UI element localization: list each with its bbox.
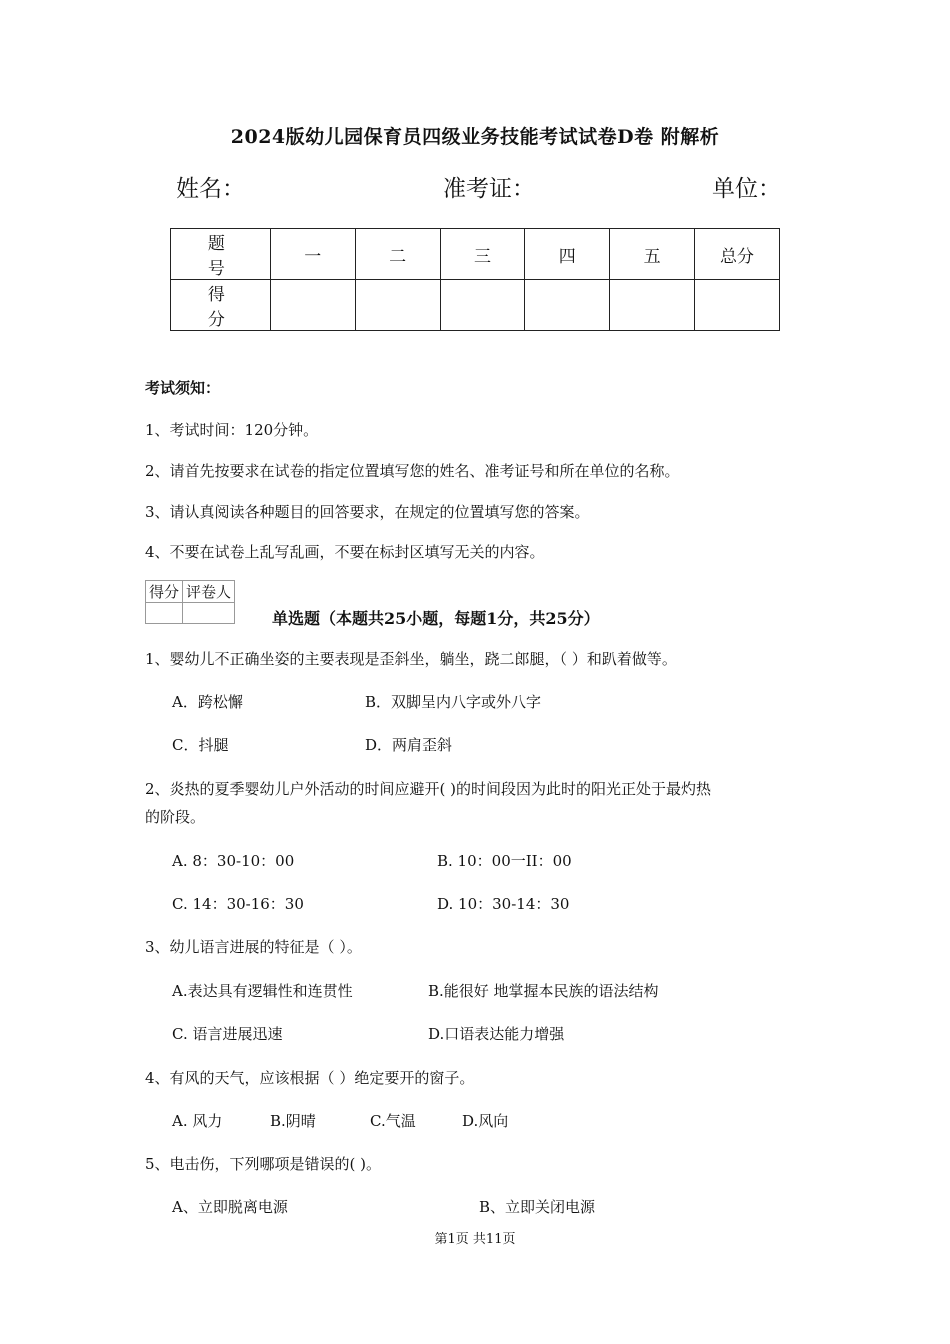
score-table-score-row [171,280,780,331]
question-1-option-b: B．双脚呈内八字或外八字 [365,693,542,711]
question-2-stem: 2、炎热的夏季婴幼儿户外活动的时间应避开( )的时间段因为此时的阳光正处于最灼热 [145,780,712,798]
question-2-option-c: C. 14：30-16：30 [172,895,304,913]
question-1-stem: 1、婴幼儿不正确坐姿的主要表现是歪斜坐，躺坐，跷二郎腿，（ ）和趴着做等。 [145,650,677,668]
grader-reviewer-label: 评卷人 [183,581,235,603]
score-cell[interactable] [440,280,525,331]
exam-id-field-label: 准考证： [443,176,535,202]
score-cell[interactable] [695,280,780,331]
notice-heading: 考试须知： [145,379,221,397]
column-header: 四 [525,229,610,280]
question-3-option-c: C. 语言进展迅速 [172,1025,283,1043]
question-1-option-a: A．跨松懈 [172,693,243,711]
question-3-option-d: D.口语表达能力增强 [428,1025,565,1043]
score-cell[interactable] [525,280,610,331]
page-title: 2024版幼儿园保育员四级业务技能考试试卷D卷 附解析 [230,126,720,148]
notice-item: 2、请首先按要求在试卷的指定位置填写您的姓名、准考证号和所在单位的名称。 [145,462,680,480]
notice-item: 4、不要在试卷上乱写乱画，不要在标封区填写无关的内容。 [145,543,545,561]
name-field-label: 姓名： [176,176,245,202]
notice-item: 3、请认真阅读各种题目的回答要求，在规定的位置填写您的答案。 [145,503,590,521]
question-4-stem: 4、有风的天气，应该根据（ ）绝定要开的窗子。 [145,1069,475,1087]
question-1-option-c: C．抖腿 [172,736,229,754]
score-cell[interactable] [610,280,695,331]
score-table [170,228,780,331]
question-3-stem: 3、幼儿语言进展的特征是（ ）。 [145,938,362,956]
score-table-header-row [171,229,780,280]
question-3-option-a: A.表达具有逻辑性和连贯性 [172,982,353,1000]
column-header: 二 [355,229,440,280]
question-5-option-b: B、立即关闭电源 [479,1198,596,1216]
question-5-stem: 5、电击伤，下列哪项是错误的( )。 [145,1155,382,1173]
grader-score-label: 得分 [146,581,183,603]
column-header: 五 [610,229,695,280]
question-number-label: 题 号 [171,229,271,280]
question-2-option-d: D. 10：30-14：30 [437,895,570,913]
question-4-option-c: C.气温 [370,1112,416,1130]
question-2-option-a: A. 8：30-10：00 [172,852,295,870]
question-2-option-b: B. 10：00一II：00 [437,852,572,870]
score-cell[interactable] [270,280,355,331]
question-1-option-d: D．两肩歪斜 [365,736,453,754]
score-cell[interactable] [355,280,440,331]
question-4-option-b: B.阴晴 [270,1112,316,1130]
page-footer: 第1页 共11页 [434,1232,516,1247]
notice-item: 1、考试时间：120分钟。 [145,421,319,439]
question-4-option-d: D.风向 [462,1112,509,1130]
grader-reviewer-cell[interactable] [183,603,235,624]
unit-field-label: 单位： [712,176,781,202]
grader-score-cell[interactable] [146,603,183,624]
question-2-stem-continued: 的阶段。 [145,808,206,826]
section-title: 单选题（本题共25小题，每题1分，共25分） [272,609,600,628]
column-header: 三 [440,229,525,280]
question-3-option-b: B.能很好 地掌握本民族的语法结构 [428,982,659,1000]
column-header: 总分 [695,229,780,280]
column-header: 一 [270,229,355,280]
question-5-option-a: A、立即脱离电源 [172,1198,288,1216]
score-label: 得 分 [171,280,271,331]
question-4-option-a: A. 风力 [172,1112,223,1130]
grader-box [145,580,235,624]
